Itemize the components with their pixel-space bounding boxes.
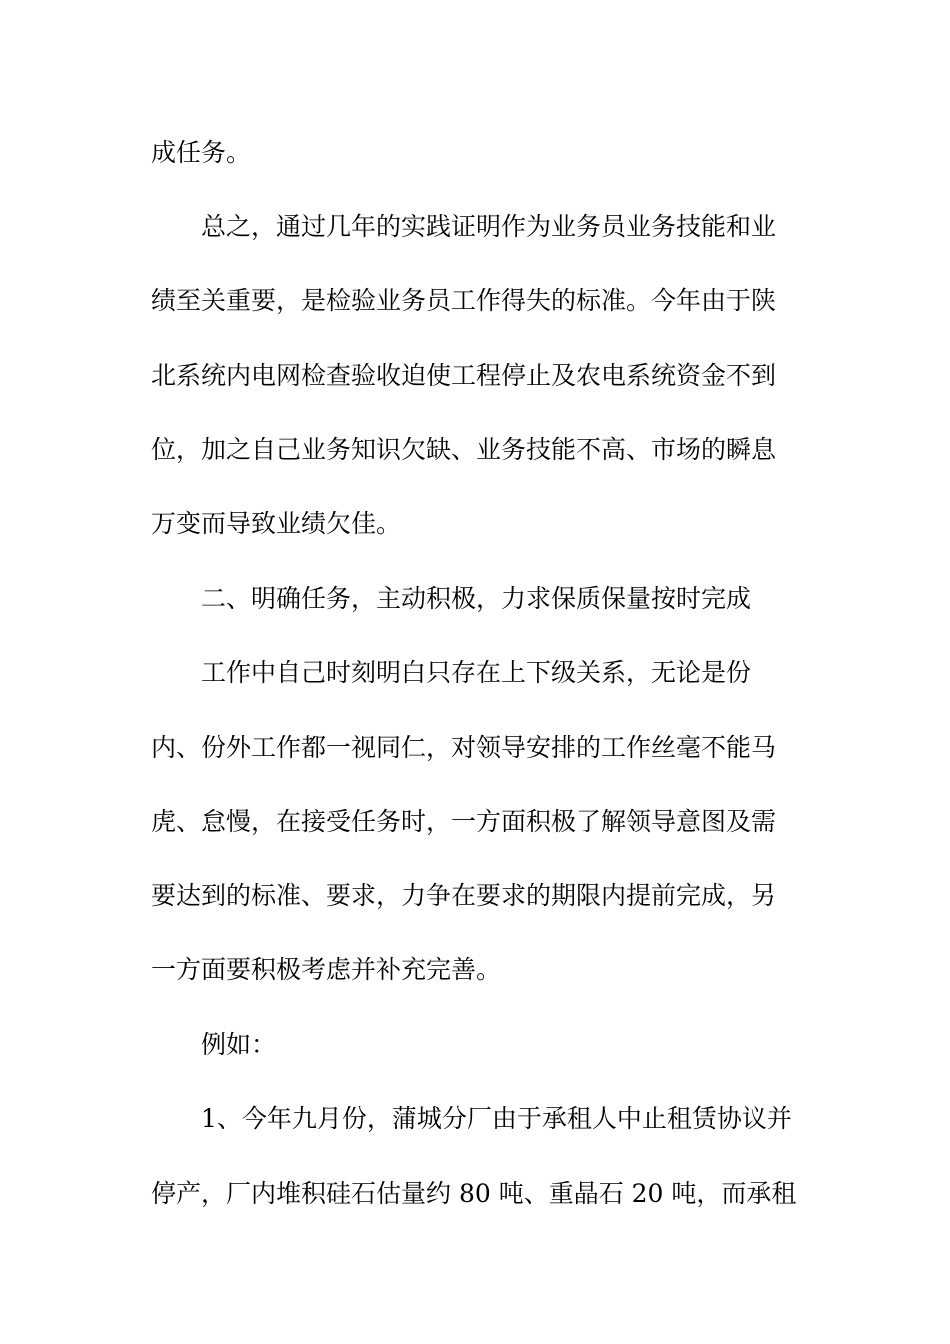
paragraph-line: 工作中自己时刻明白只存在上下级关系，无论是份 [201,658,752,687]
text-line: 北系统内电网检查验收迫使工程停止及农电系统资金不到 [151,361,777,390]
paragraph-line: 例如： [201,1030,277,1059]
section-heading: 二、明确任务，主动积极，力求保质保量按时完成 [201,584,752,613]
paragraph-line: 总之，通过几年的实践证明作为业务员业务技能和业 [201,212,777,241]
text-line: 内、份外工作都一视同仁，对领导安排的工作丝毫不能马 [151,733,777,762]
text-line: 位，加之自己业务知识欠缺、业务技能不高、市场的瞬息 [151,435,777,464]
text-line: 虎、怠慢，在接受任务时，一方面积极了解领导意图及需 [151,807,777,836]
text-line: 万变而导致业绩欠佳。 [151,509,402,538]
text-line: 绩至关重要，是检验业务员工作得失的标准。今年由于陕 [151,286,777,315]
text-line: 停产，厂内堆积硅石估量约 80 吨、重晶石 20 吨，而承租 [151,1179,797,1208]
text-line: 要达到的标准、要求，力争在要求的期限内提前完成，另 [151,881,777,910]
text-line: 成任务。 [151,138,252,167]
text-line: 一方面要积极考虑并补充完善。 [151,955,502,984]
paragraph-line: 1、今年九月份，蒲城分厂由于承租人中止租赁协议并 [201,1104,792,1133]
